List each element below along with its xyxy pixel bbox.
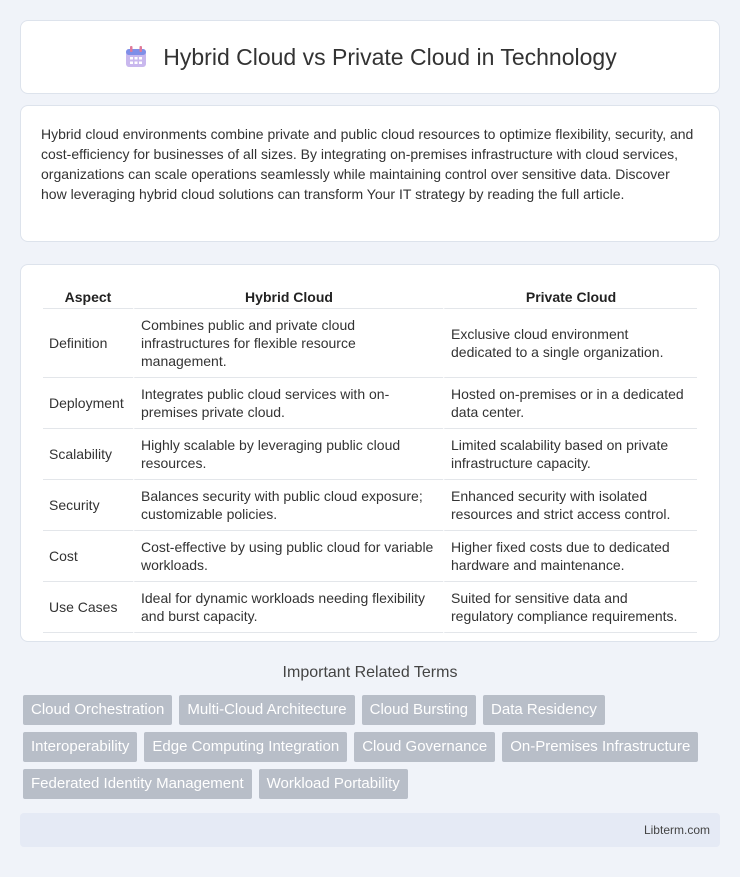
related-term-tag[interactable]: Cloud Orchestration <box>23 695 172 725</box>
header-aspect: Aspect <box>43 283 133 309</box>
table-row <box>43 309 697 378</box>
table-row <box>43 429 697 480</box>
cell-aspect: Scalability <box>43 429 133 480</box>
cell-hybrid: Cost-effective by using public cloud for variable workloads. <box>133 531 443 582</box>
cell-hybrid: Highly scalable by leveraging public cloud resources. <box>133 429 443 480</box>
intro-text: Hybrid cloud environments combine private and public cloud resources to optimize flexibility, security, and cost-efficiency for businesses of all sizes. By integrating on-premises infrastructure with cloud services, organizations can scale operations seamlessly while maintaining control over sensitive data. Discover how leveraging hybrid cloud solutions can transform Your IT strategy by reading the full article. <box>41 126 694 202</box>
cell-private: Suited for sensitive data and regulatory compliance requirements. <box>443 582 697 633</box>
cell-private: Enhanced security with isolated resources and strict access control. <box>443 480 697 531</box>
cell-aspect: Use Cases <box>43 582 133 633</box>
cell-private: Exclusive cloud environment dedicated to a single organization. <box>443 309 697 378</box>
cell-aspect: Deployment <box>43 378 133 429</box>
title-card <box>20 20 720 94</box>
cell-aspect: Definition <box>43 309 133 378</box>
cell-hybrid: Integrates public cloud services with on-premises private cloud. <box>133 378 443 429</box>
calendar-icon <box>123 44 149 70</box>
related-term-tag[interactable]: Data Residency <box>483 695 605 725</box>
related-term-tag[interactable]: Cloud Bursting <box>362 695 476 725</box>
header-hybrid: Hybrid Cloud <box>133 283 443 309</box>
footer-site[interactable]: Libterm.com <box>643 823 710 837</box>
cell-private: Higher fixed costs due to dedicated hardware and maintenance. <box>443 531 697 582</box>
cell-hybrid: Ideal for dynamic workloads needing flexibility and burst capacity. <box>133 582 443 633</box>
cell-hybrid: Balances security with public cloud exposure; customizable policies. <box>133 480 443 531</box>
comparison-table <box>43 283 697 633</box>
footer <box>20 813 720 847</box>
cell-hybrid: Combines public and private cloud infrastructures for flexible resource management. <box>133 309 443 378</box>
intro-card <box>20 105 720 242</box>
cell-private: Hosted on-premises or in a dedicated data center. <box>443 378 697 429</box>
related-term-tag[interactable]: Multi-Cloud Architecture <box>179 695 354 725</box>
cell-private: Limited scalability based on private infrastructure capacity. <box>443 429 697 480</box>
cell-aspect: Cost <box>43 531 133 582</box>
table-row <box>43 378 697 429</box>
related-terms-list <box>23 695 723 799</box>
related-term-tag[interactable]: Interoperability <box>23 732 137 762</box>
cell-aspect: Security <box>43 480 133 531</box>
related-term-tag[interactable]: Edge Computing Integration <box>144 732 347 762</box>
comparison-table-card <box>20 264 720 642</box>
table-row <box>43 480 697 531</box>
related-term-tag[interactable]: Cloud Governance <box>354 732 495 762</box>
table-row <box>43 582 697 633</box>
related-terms-title: Important Related Terms <box>282 664 458 681</box>
page-title: Hybrid Cloud vs Private Cloud in Technology <box>163 43 617 70</box>
related-term-tag[interactable]: Workload Portability <box>259 769 408 799</box>
header-private: Private Cloud <box>443 283 697 309</box>
related-term-tag[interactable]: Federated Identity Management <box>23 769 252 799</box>
related-term-tag[interactable]: On-Premises Infrastructure <box>502 732 698 762</box>
table-row <box>43 531 697 582</box>
table-header-row <box>43 283 697 309</box>
